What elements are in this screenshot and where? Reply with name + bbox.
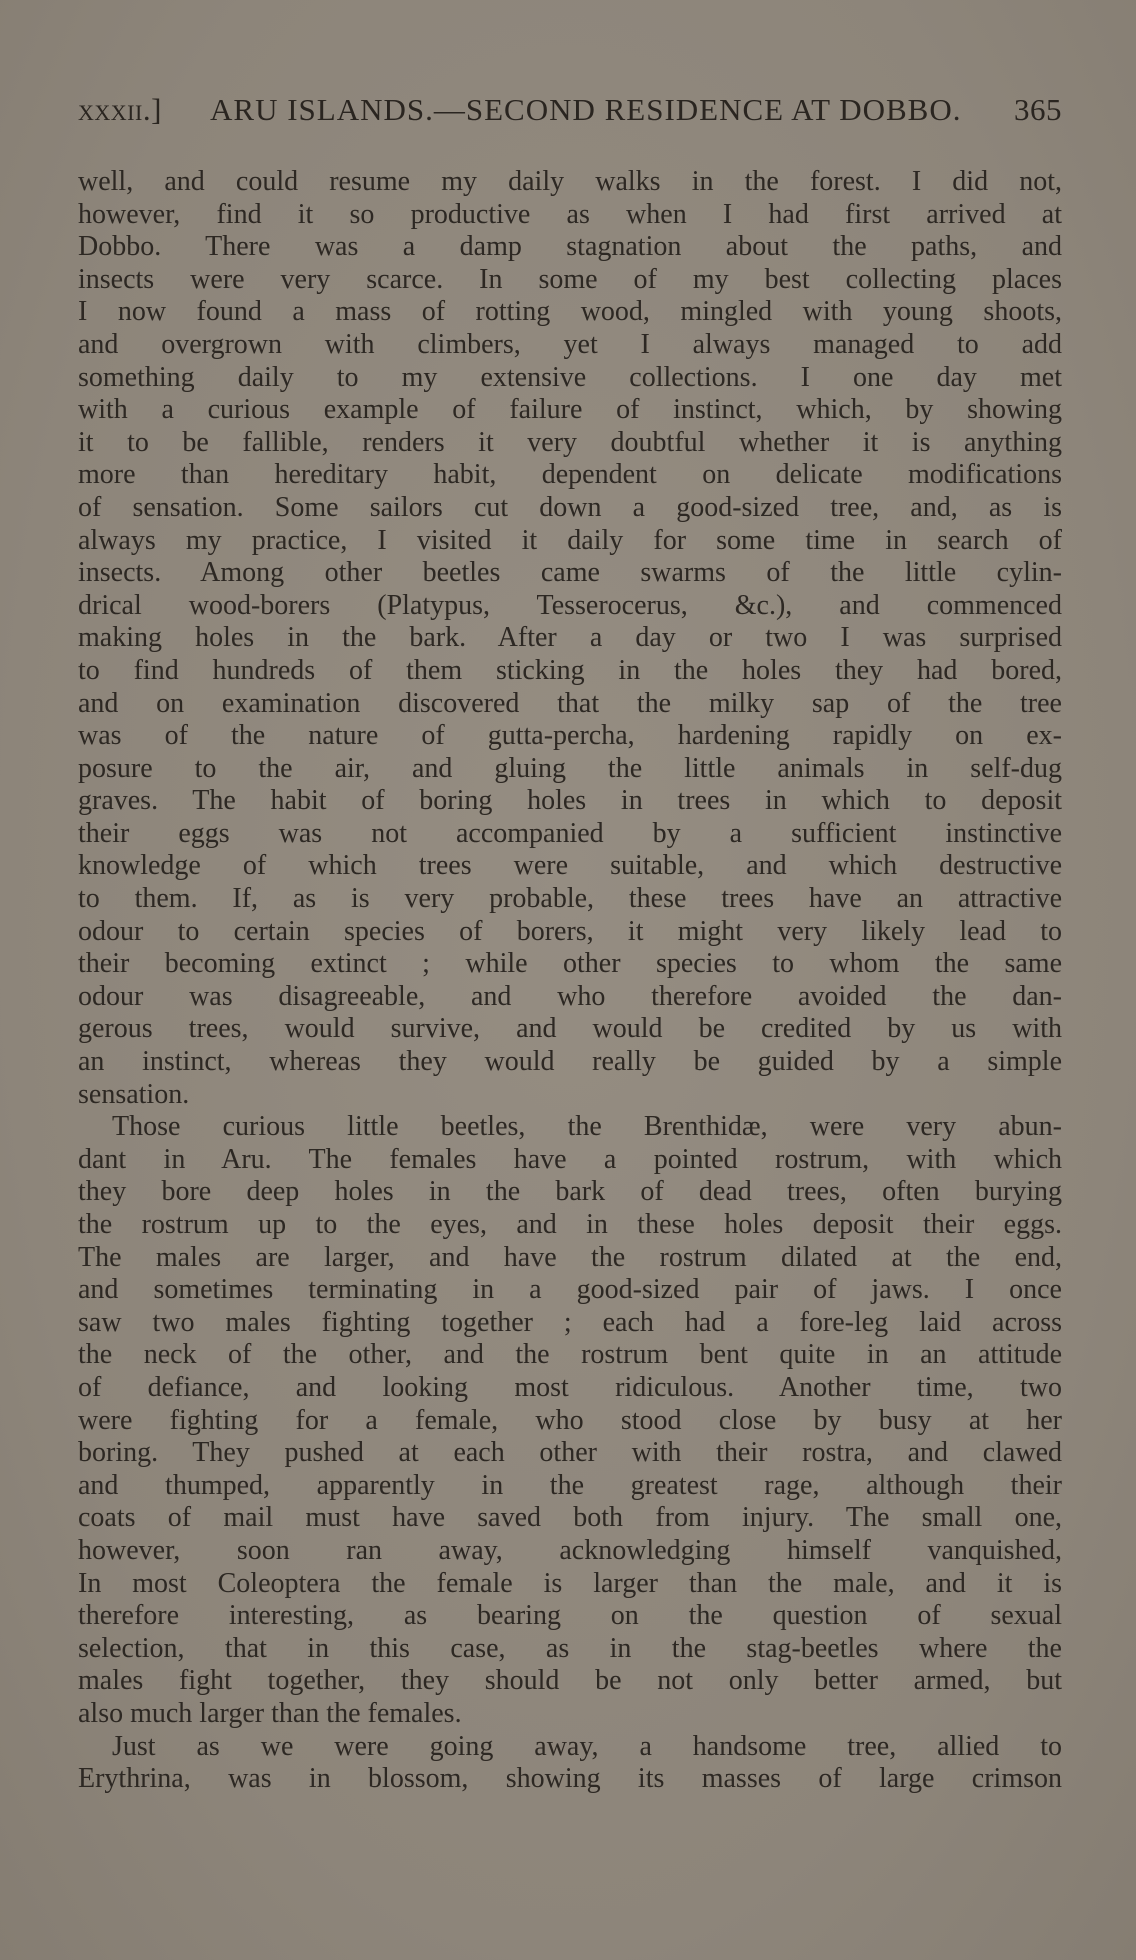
text-line: the neck of the other, and the rostrum bent quite in an attitude bbox=[78, 1339, 1062, 1371]
text-line: and on examination discovered that the milky sap of the tree bbox=[78, 687, 1062, 719]
text-line: saw two males fighting together ; each had a fore-leg laid across bbox=[78, 1306, 1062, 1338]
text-line: Erythrina, was in blossom, showing its masses of large crimson bbox=[78, 1763, 1062, 1795]
text-line: coats of mail must have saved both from injury. The small one, bbox=[78, 1502, 1062, 1534]
text-line: drical wood-borers (Platypus, Tesserocerus, &c.), and commenced bbox=[78, 589, 1062, 621]
text-line: they bore deep holes in the bark of dead trees, often burying bbox=[78, 1176, 1062, 1208]
text-line: insects. Among other beetles came swarms of the little cylin- bbox=[78, 557, 1062, 589]
text-line: dant in Aru. The females have a pointed rostrum, with which bbox=[78, 1143, 1062, 1175]
text-line: also much larger than the females. bbox=[78, 1697, 462, 1729]
text-line: their eggs was not accompanied by a sufficient instinctive bbox=[78, 817, 1062, 849]
text-line: were fighting for a female, who stood close by busy at her bbox=[78, 1404, 1062, 1436]
body-text bbox=[78, 166, 1062, 1796]
text-line: odour to certain species of borers, it might very likely lead to bbox=[78, 915, 1062, 947]
text-line: it to be fallible, renders it very doubtful whether it is anything bbox=[78, 426, 1062, 458]
text-line: well, and could resume my daily walks in the forest. I did not, bbox=[78, 166, 1062, 197]
text-line: males fight together, they should be not only better armed, but bbox=[78, 1665, 1062, 1697]
page-number: 365 bbox=[1014, 92, 1062, 127]
text-line: odour was disagreeable, and who therefore avoided the dan- bbox=[78, 980, 1062, 1012]
text-line: selection, that in this case, as in the stag-beetles where the bbox=[78, 1632, 1062, 1664]
text-line: sensation. bbox=[78, 1078, 190, 1110]
text-line: insects were very scarce. In some of my best collecting places bbox=[78, 263, 1062, 295]
text-line: however, soon ran away, acknowledging himself vanquished, bbox=[78, 1534, 1062, 1566]
text-line: something daily to my extensive collections. I one day met bbox=[78, 361, 1062, 393]
text-line: posure to the air, and gluing the little animals in self-dug bbox=[78, 752, 1062, 784]
paragraph bbox=[78, 1111, 1062, 1730]
text-line: an instinct, whereas they would really be guided by a simple bbox=[78, 1046, 1062, 1078]
text-line: graves. The habit of boring holes in trees in which to deposit bbox=[78, 785, 1062, 817]
text-line: the rostrum up to the eyes, and in these holes deposit their eggs. bbox=[78, 1209, 1062, 1240]
text-line: always my practice, I visited it daily for some time in search of bbox=[78, 524, 1062, 556]
text-line: boring. They pushed at each other with their rostra, and clawed bbox=[78, 1437, 1062, 1469]
text-line: making holes in the bark. After a day or two I was surprised bbox=[78, 622, 1062, 654]
text-line: The males are larger, and have the rostrum dilated at the end, bbox=[78, 1241, 1062, 1273]
text-line: and overgrown with climbers, yet I always managed to add bbox=[78, 328, 1062, 360]
text-line: with a curious example of failure of instinct, which, by showing bbox=[78, 394, 1062, 426]
text-line: and thumped, apparently in the greatest rage, although their bbox=[78, 1469, 1062, 1501]
text-line: however, find it so productive as when I had first arrived at bbox=[78, 198, 1062, 230]
text-line: In most Coleoptera the female is larger than the male, and it is bbox=[78, 1567, 1062, 1599]
text-line: their becoming extinct ; while other species to whom the same bbox=[78, 948, 1062, 980]
running-head bbox=[78, 92, 1062, 132]
chapter-number: xxxii.] bbox=[78, 92, 162, 127]
text-line: Just as we were going away, a handsome tree, allied to bbox=[112, 1730, 1062, 1762]
text-line: more than hereditary habit, dependent on delicate modifications bbox=[78, 459, 1062, 491]
text-line: of defiance, and looking most ridiculous. Another time, two bbox=[78, 1371, 1062, 1403]
text-line: I now found a mass of rotting wood, mingled with young shoots, bbox=[78, 296, 1062, 328]
paragraph bbox=[78, 1731, 1062, 1796]
paragraph bbox=[78, 166, 1062, 1111]
text-line: to find hundreds of them sticking in the holes they had bored, bbox=[78, 654, 1062, 686]
text-line: of sensation. Some sailors cut down a good-sized tree, and, as is bbox=[78, 491, 1062, 523]
text-line: was of the nature of gutta-percha, hardening rapidly on ex- bbox=[78, 720, 1062, 752]
running-title: ARU ISLANDS.—SECOND RESIDENCE AT DOBBO. bbox=[210, 92, 962, 127]
text-line: Dobbo. There was a damp stagnation about the paths, and bbox=[78, 231, 1062, 263]
text-line: to them. If, as is very probable, these trees have an attractive bbox=[78, 883, 1062, 915]
text-line: gerous trees, would survive, and would be credited by us with bbox=[78, 1013, 1062, 1045]
text-line: therefore interesting, as bearing on the question of sexual bbox=[78, 1600, 1062, 1632]
text-line: and sometimes terminating in a good-sized pair of jaws. I once bbox=[78, 1274, 1062, 1306]
text-line: Those curious little beetles, the Brenthidæ, were very abun- bbox=[112, 1111, 1062, 1143]
text-line: knowledge of which trees were suitable, and which destructive bbox=[78, 850, 1062, 882]
